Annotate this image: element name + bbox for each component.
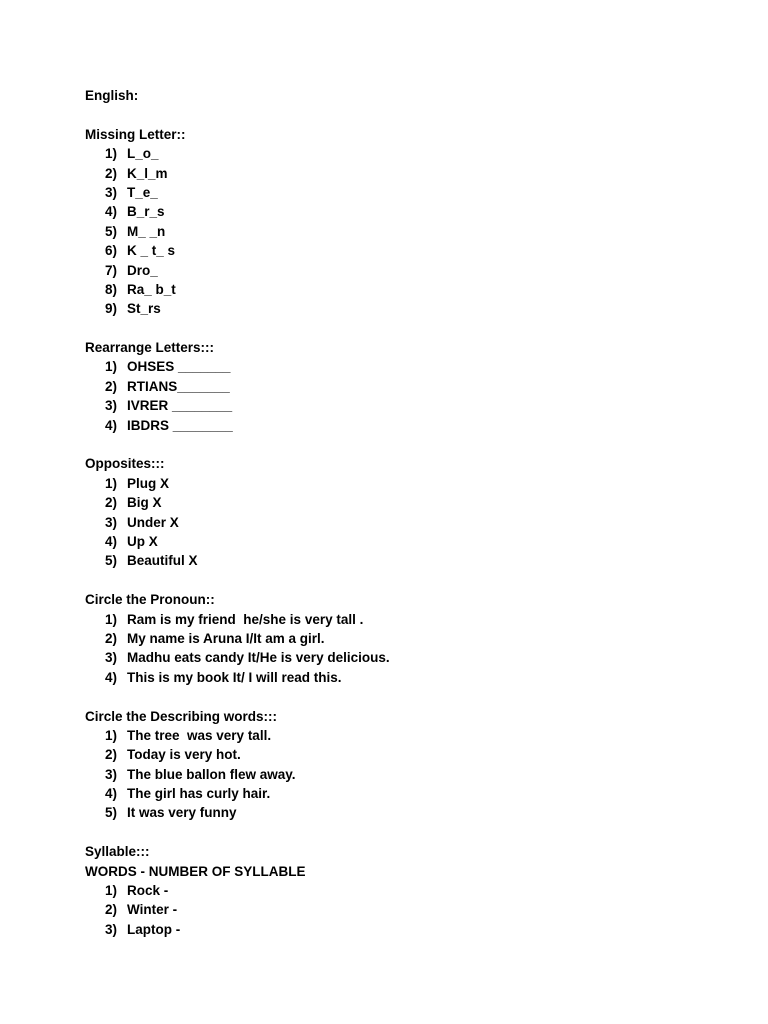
item-number: 3) — [105, 184, 118, 200]
list-item — [85, 202, 725, 221]
item-text: IVRER ________ — [127, 398, 233, 414]
item-text: This is my book It/ I will read this. — [127, 669, 342, 685]
section-subheading: WORDS - NUMBER OF SYLLABLE — [85, 863, 306, 879]
section-heading: Circle the Describing words::: — [85, 708, 278, 724]
list-item — [85, 241, 725, 260]
item-number: 5) — [105, 223, 118, 239]
list-item — [85, 396, 725, 415]
spacer — [85, 687, 725, 706]
item-text: The blue ballon flew away. — [127, 766, 296, 782]
item-text: Laptop - — [127, 921, 181, 937]
list-item — [85, 377, 725, 396]
item-number: 1) — [105, 146, 118, 162]
list-item — [85, 164, 725, 183]
list-item — [85, 222, 725, 241]
list-item — [85, 299, 725, 318]
item-number: 4) — [105, 533, 118, 549]
spacer — [85, 571, 725, 590]
list-item — [85, 532, 725, 551]
list-item — [85, 726, 725, 745]
list-item — [85, 144, 725, 163]
item-number: 1) — [105, 475, 118, 491]
item-number: 2) — [105, 902, 118, 918]
item-number: 6) — [105, 243, 118, 259]
item-text: Winter - — [127, 902, 178, 918]
list-item — [85, 803, 725, 822]
item-number: 2) — [105, 747, 118, 763]
item-number: 5) — [105, 553, 118, 569]
section-missing-letter — [85, 125, 725, 319]
list-item — [85, 648, 725, 667]
item-text: Madhu eats candy It/He is very delicious. — [127, 650, 390, 666]
item-number: 2) — [105, 630, 118, 646]
section-heading: Missing Letter:: — [85, 126, 186, 142]
section-syllable — [85, 842, 725, 939]
spacer — [85, 435, 725, 454]
item-text: It was very funny — [127, 805, 237, 821]
section-describing-words — [85, 707, 725, 823]
spacer — [85, 319, 725, 338]
list-item — [85, 280, 725, 299]
list-item — [85, 493, 725, 512]
item-text: Plug X — [127, 475, 170, 491]
item-text: T_e_ — [127, 184, 158, 200]
page-title: English: — [85, 88, 139, 103]
list-item — [85, 900, 725, 919]
item-number: 3) — [105, 921, 118, 937]
spacer — [85, 823, 725, 842]
list-item — [85, 513, 725, 532]
item-text: St_rs — [127, 301, 161, 317]
item-text: M_ _n — [127, 223, 166, 239]
item-text: K_l_m — [127, 165, 168, 181]
section-opposites — [85, 454, 725, 570]
section-heading: Circle the Pronoun:: — [85, 592, 215, 608]
list-item — [85, 610, 725, 629]
item-number: 3) — [105, 514, 118, 530]
item-text: RTIANS_______ — [127, 378, 230, 394]
item-text: OHSES _______ — [127, 359, 231, 375]
item-text: IBDRS ________ — [127, 417, 233, 433]
section-circle-pronoun — [85, 590, 725, 687]
item-text: Beautiful X — [127, 553, 198, 569]
spacer — [85, 105, 725, 124]
item-text: Dro_ — [127, 262, 158, 278]
list-item — [85, 881, 725, 900]
section-heading: Opposites::: — [85, 456, 165, 472]
list-item — [85, 765, 725, 784]
item-number: 3) — [105, 650, 118, 666]
item-number: 4) — [105, 417, 118, 433]
item-text: B_r_s — [127, 204, 165, 220]
item-number: 1) — [105, 611, 118, 627]
item-text: The tree was very tall. — [127, 727, 272, 743]
list-item — [85, 183, 725, 202]
item-number: 4) — [105, 669, 118, 685]
section-heading: Rearrange Letters::: — [85, 340, 215, 356]
item-text: Ra_ b_t — [127, 281, 176, 297]
list-item — [85, 474, 725, 493]
item-number: 3) — [105, 766, 118, 782]
item-text: My name is Aruna I/It am a girl. — [127, 630, 325, 646]
item-text: K _ t_ s — [127, 243, 176, 259]
list-item — [85, 745, 725, 764]
item-number: 1) — [105, 883, 118, 899]
item-number: 8) — [105, 281, 118, 297]
item-number: 3) — [105, 398, 118, 414]
list-item — [85, 784, 725, 803]
list-item — [85, 629, 725, 648]
item-number: 2) — [105, 495, 118, 511]
item-text: Up X — [127, 533, 158, 549]
item-number: 5) — [105, 805, 118, 821]
item-text: Today is very hot. — [127, 747, 241, 763]
item-text: Under X — [127, 514, 179, 530]
item-text: Big X — [127, 495, 162, 511]
item-number: 2) — [105, 378, 118, 394]
item-text: L_o_ — [127, 146, 159, 162]
list-item — [85, 416, 725, 435]
item-number: 7) — [105, 262, 118, 278]
item-text: The girl has curly hair. — [127, 786, 271, 802]
section-heading: Syllable::: — [85, 844, 150, 860]
list-item — [85, 668, 725, 687]
worksheet-page — [85, 86, 725, 939]
list-item — [85, 920, 725, 939]
list-item — [85, 357, 725, 376]
item-number: 2) — [105, 165, 118, 181]
item-text: Rock - — [127, 883, 169, 899]
list-item — [85, 551, 725, 570]
item-text: Ram is my friend he/she is very tall . — [127, 611, 364, 627]
list-item — [85, 261, 725, 280]
item-number: 4) — [105, 786, 118, 802]
item-number: 1) — [105, 727, 118, 743]
item-number: 9) — [105, 301, 118, 317]
item-number: 1) — [105, 359, 118, 375]
section-rearrange-letters — [85, 338, 725, 435]
item-number: 4) — [105, 204, 118, 220]
